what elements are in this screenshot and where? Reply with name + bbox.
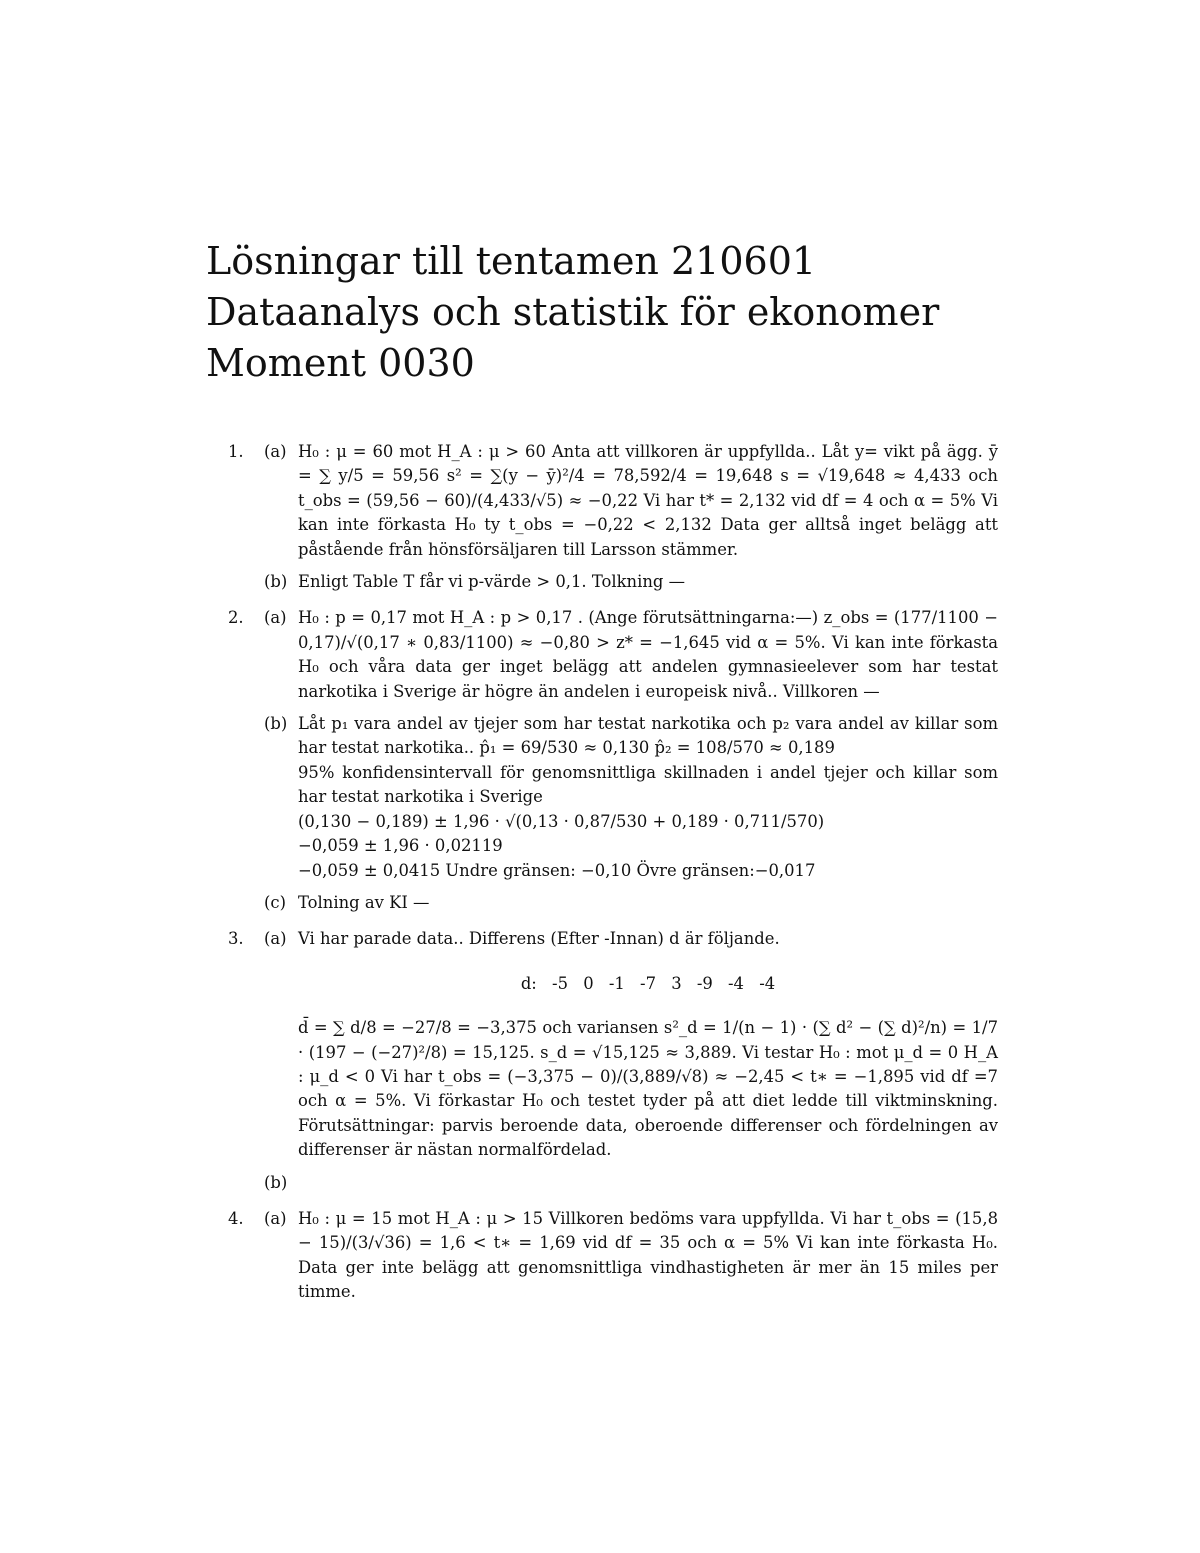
part-label: (b) <box>264 572 288 592</box>
problem-3 <box>228 927 998 1195</box>
problem-1 <box>228 440 998 594</box>
problem-2-part-c <box>264 891 998 915</box>
title-line-1: Lösningar till tentamen 210601 <box>206 239 817 283</box>
part-line: 95% konfidensintervall för genomsnittliga skillnaden i andel tjejer och killar som har testat narkotika i Sverige <box>298 762 998 807</box>
part-label: (a) <box>264 929 287 949</box>
part-text-continued: d̄ = ∑ d/8 = −27/8 = −3,375 och variansen s²_d = 1/(n − 1) · (∑ d² − (∑ d)²/n) = 1/7 · (197 − (−27)²/8) = 15,125. s_d = √15,125 ≈ 3,889. Vi testar H₀ : mot μ_d = 0 H_A : μ_d < 0 Vi har t_obs = (−3,375 − 0)/(3,889/√8) ≈ −2,45 < t∗ = −1,895 vid df =7 och α = 5%. Vi förkastar H₀ och testet tyder på att diet ledde till viktminskning. Förutsättningar: parvis beroende data, oberoende differenser och fördelningen av differenser är nästan normalfördelad. <box>298 1018 998 1160</box>
part-label: (b) <box>264 1172 288 1192</box>
title-line-2: Dataanalys och statistik för ekonomer <box>206 290 940 334</box>
problem-4-part-a <box>264 1207 998 1305</box>
part-line: −0,059 ± 1,96 · 0,02119 <box>298 836 503 856</box>
problem-number: 4. <box>228 1208 244 1228</box>
problem-1-part-a <box>264 440 998 562</box>
problem-2-part-b <box>264 712 998 883</box>
solutions-list <box>228 440 998 1317</box>
part-label: (a) <box>264 608 287 628</box>
part-text: Vi har parade data.. Differens (Efter -Innan) d är följande. <box>298 929 780 949</box>
title-line-3: Moment 0030 <box>206 341 475 385</box>
problem-number: 1. <box>228 442 244 461</box>
part-line: (0,130 − 0,189) ± 1,96 · √(0,13 · 0,87/530 + 0,189 · 0,711/570) <box>298 811 825 831</box>
document-title <box>206 236 939 389</box>
problem-4 <box>228 1207 998 1305</box>
part-line: −0,059 ± 0,0415 Undre gränsen: −0,10 Övre gränsen:−0,017 <box>298 860 816 880</box>
part-text: H₀ : μ = 15 mot H_A : μ > 15 Villkoren bedöms vara uppfyllda. Vi har t_obs = (15,8 − 15)/(3/√36) = 1,6 < t∗ = 1,69 vid df = 35 och α = 5% Vi kan inte förkasta H₀. Data ger inte belägg att genomsnittliga vindhastigheten är mer än 15 miles per timme. <box>298 1208 998 1302</box>
problem-1-part-b <box>264 570 998 594</box>
problem-number: 3. <box>228 929 244 949</box>
part-text: Enligt Table T får vi p-värde > 0,1. Tolkning — <box>298 572 685 592</box>
part-text <box>298 1173 303 1192</box>
problem-3-part-b <box>264 1171 998 1195</box>
part-text: Tolning av KI — <box>298 892 430 912</box>
problem-number: 2. <box>228 608 244 628</box>
part-text: H₀ : p = 0,17 mot H_A : p > 0,17 . (Ange förutsättningarna:—) z_obs = (177/1100 − 0,17)/√(0,17 ∗ 0,83/1100) ≈ −0,80 > z* = −1,645 vid α = 5%. Vi kan inte förkasta H₀ och våra data ger inget belägg att andelen gymnasieelever som har testat narkotika i Sverige är högre än andelen i europeisk nivå.. Villkoren — <box>298 608 998 701</box>
differences-row: d: -5 0 -1 -7 3 -9 -4 -4 <box>520 973 776 993</box>
part-label: (b) <box>264 714 288 734</box>
part-label: (a) <box>264 1208 287 1228</box>
problem-2 <box>228 606 998 915</box>
problem-3-part-a <box>264 927 998 1162</box>
part-line: Låt p₁ vara andel av tjejer som har testat narkotika och p₂ vara andel av killar som har testat narkotika.. p̂₁ = 69/530 ≈ 0,130 p̂₂ = 108/570 ≈ 0,189 <box>298 714 998 758</box>
part-text: H₀ : μ = 60 mot H_A : μ > 60 Anta att villkoren är uppfyllda.. Låt y= vikt på ägg. ȳ = ∑ y/5 = 59,56 s² = ∑(y − ȳ)²/4 = 78,592/4 = 19,648 s = √19,648 ≈ 4,433 och t_obs = (59,56 − 60)/(4,433/√5) ≈ −0,22 Vi har t* = 2,132 vid df = 4 och α = 5% Vi kan inte förkasta H₀ ty t_obs = −0,22 < 2,132 Data ger alltså inget belägg att påstående från hönsförsäljaren till Larsson stämmer. <box>298 442 998 559</box>
part-label: (c) <box>264 892 286 912</box>
part-label: (a) <box>264 442 287 461</box>
problem-2-part-a <box>264 606 998 704</box>
